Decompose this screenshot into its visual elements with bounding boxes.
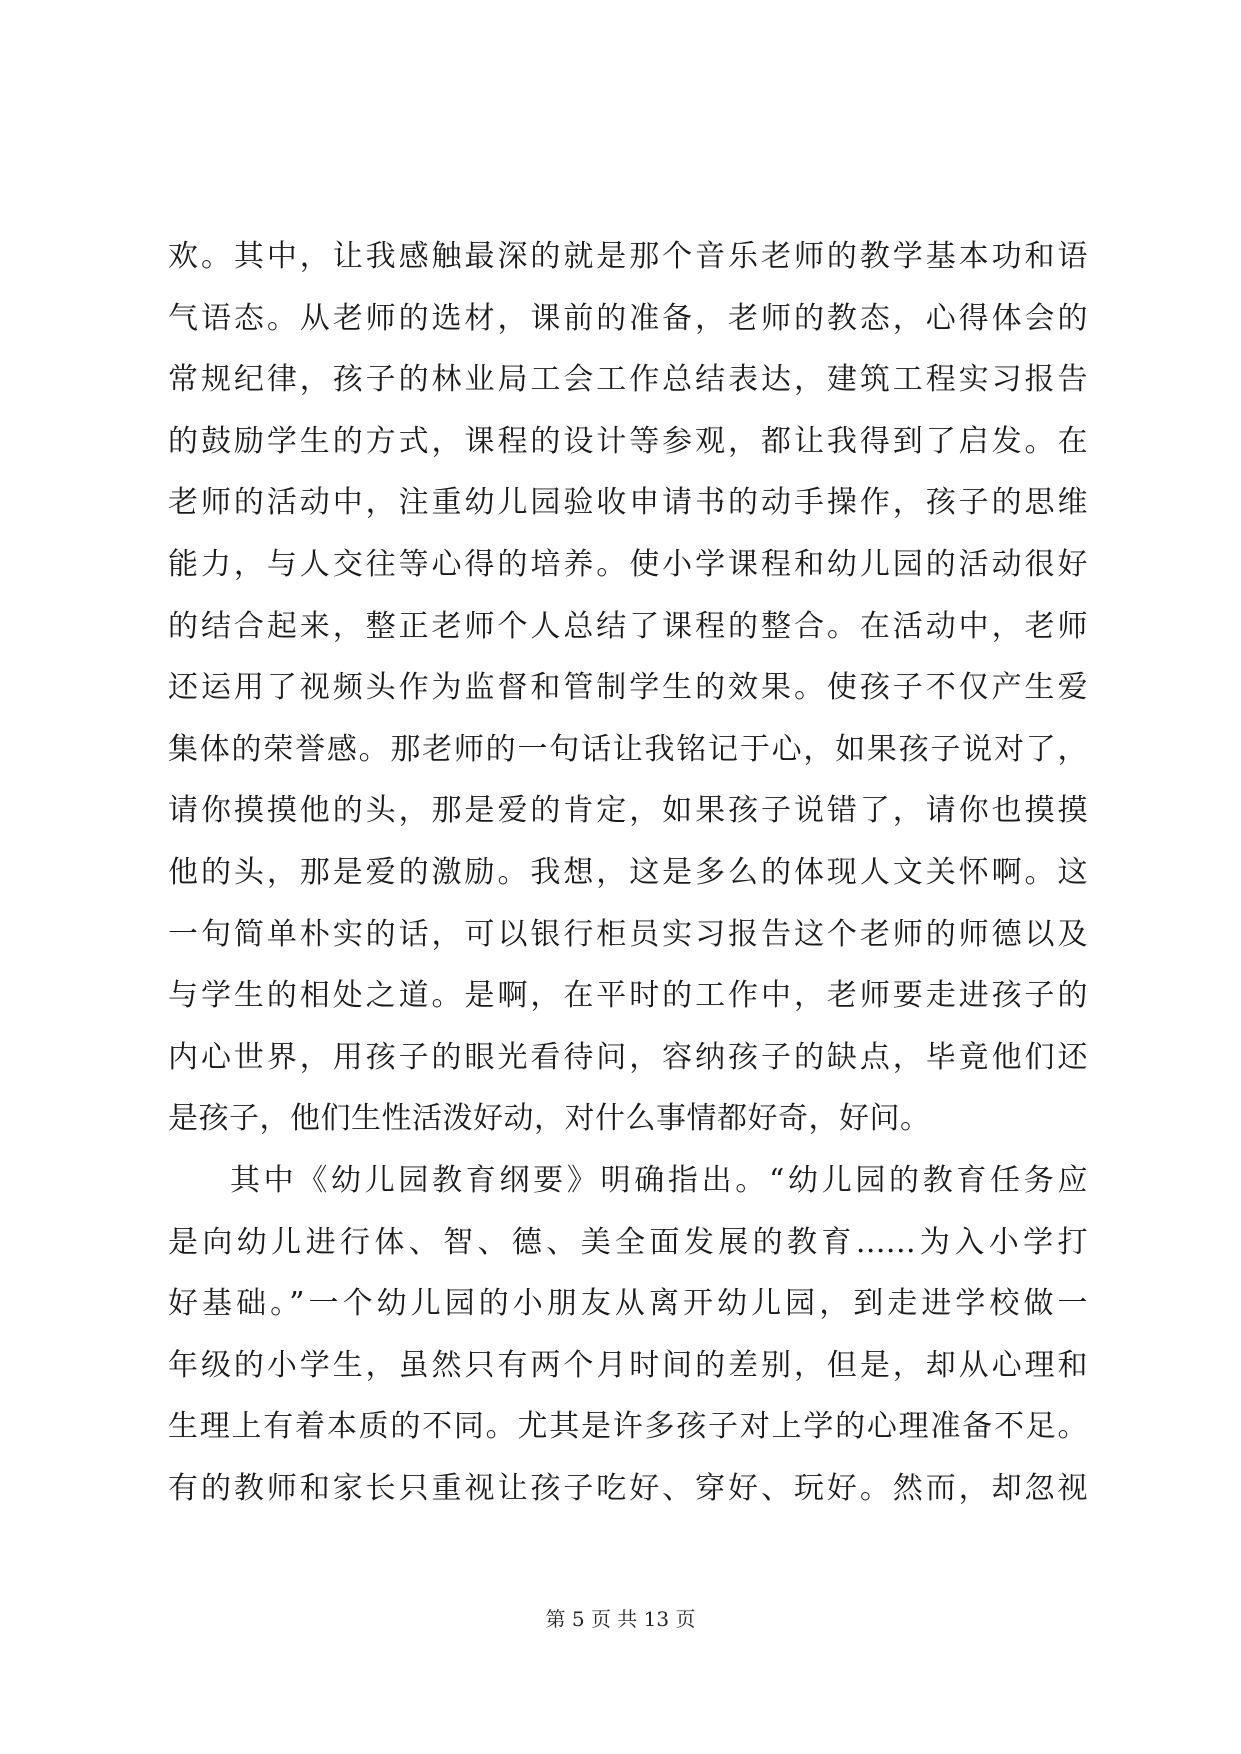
text-line: 有的教师和家长只重视让孩子吃好、穿好、玩好。然而，却忽视 — [168, 1470, 1088, 1506]
paragraph-end-line: 是孩子，他们生性活泼好动，对什么事情都好奇，好问。 — [168, 1101, 931, 1137]
text-line: 常规纪律，孩子的林业局工会工作总结表达，建筑工程实习报告 — [168, 362, 1088, 398]
text-line: 他的头，那是爱的激励。我想，这是多么的体现人文关怀啊。这 — [168, 854, 1088, 890]
text-line: 内心世界，用孩子的眼光看待问，容纳孩子的缺点，毕竟他们还 — [168, 1039, 1088, 1075]
body-text — [168, 226, 1088, 1519]
text-line: 的结合起来，整正老师个人总结了课程的整合。在活动中，老师 — [168, 608, 1088, 644]
paragraph-start-line: 其中《幼儿园教育纲要》明确指出。“幼儿园的教育任务应 — [230, 1162, 1088, 1198]
text-line: 欢。其中，让我感触最深的就是那个音乐老师的教学基本功和语 — [168, 239, 1088, 274]
text-line: 老师的活动中，注重幼儿园验收申请书的动手操作，孩子的思维 — [168, 485, 1088, 521]
text-line: 一句简单朴实的话，可以银行柜员实习报告这个老师的师德以及 — [168, 916, 1088, 952]
text-line: 气语态。从老师的选材，课前的准备，老师的教态，心得体会的 — [168, 300, 1088, 336]
text-line: 还运用了视频头作为监督和管制学生的效果。使孩子不仅产生爱 — [168, 670, 1088, 706]
text-line: 能力，与人交往等心得的培养。使小学课程和幼儿园的活动很好 — [168, 546, 1088, 582]
text-line: 好基础。”一个幼儿园的小朋友从离开幼儿园，到走进学校做一 — [168, 1286, 1088, 1322]
text-line: 年级的小学生，虽然只有两个月时间的差别，但是，却从心理和 — [168, 1347, 1088, 1383]
text-line: 与学生的相处之道。是啊，在平时的工作中，老师要走进孩子的 — [168, 978, 1088, 1014]
page-number-footer: 第 5 页 共 13 页 — [545, 1607, 696, 1631]
text-line: 生理上有着本质的不同。尤其是许多孩子对上学的心理准备不足。 — [168, 1409, 1088, 1445]
text-line: 是向幼儿进行体、智、德、美全面发展的教育......为入小学打 — [168, 1224, 1088, 1260]
text-line: 的鼓励学生的方式，课程的设计等参观，都让我得到了启发。在 — [168, 423, 1088, 459]
text-line: 请你摸摸他的头，那是爱的肯定，如果孩子说错了，请你也摸摸 — [168, 793, 1088, 829]
text-line: 集体的荣誉感。那老师的一句话让我铭记于心，如果孩子说对了， — [168, 731, 1088, 767]
